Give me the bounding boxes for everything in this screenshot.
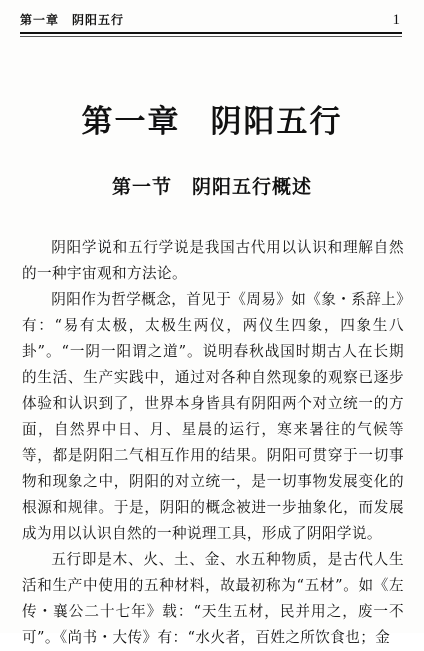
running-header-title: 第一章 阴阳五行 — [20, 13, 125, 27]
paragraph: 阴阳作为哲学概念，首见于《周易》如《象・系辞上》有：“易有太极，太极生两仪，两仪生四象，四象生八卦”。“一阴一阳谓之道”。说明春秋战国时期古人在长期的生活、生产实践中，通过对各种自然现象的观察已逐步体验和认识到了，世界本身皆具有阴阳两个对立统一的方面，自然界中日、月、星晨的运行，寒来暑往的气候等等，都是阴阳二气相互作用的结果。阴阳可贯穿于一切事物和现象之中，阴阳的对立统一，是一切事物发展变化的根源和规律。于是，阴阳的概念被进一步抽象化，而发展成为用以认识自然的一种说理工具，形成了阴阳学说。 — [22, 291, 404, 542]
running-header — [20, 6, 402, 34]
body-text — [22, 235, 404, 651]
chapter-title — [0, 96, 424, 141]
paragraph: 阴阳学说和五行学说是我国古代用以认识和理解自然的一种宇宙观和方法论。 — [22, 239, 404, 282]
chapter-number: 第一章 — [81, 104, 181, 140]
paragraph: 五行即是木、火、土、金、水五种物质，是古代人生活和生产中使用的五种材料，故最初称为“五材”。如《左传・襄公二十七年》载：“天生五材，民并用之，废一不可”。《尚书・大传》有：“水火者，百姓之所饮食也；金 — [22, 551, 404, 646]
section-name: 阴阳五行概述 — [192, 176, 313, 198]
section-number: 第一节 — [111, 176, 172, 198]
chapter-name: 阴阳五行 — [210, 104, 343, 140]
section-title — [0, 172, 424, 199]
header-rule — [20, 36, 402, 37]
page-number: 1 — [392, 12, 400, 28]
